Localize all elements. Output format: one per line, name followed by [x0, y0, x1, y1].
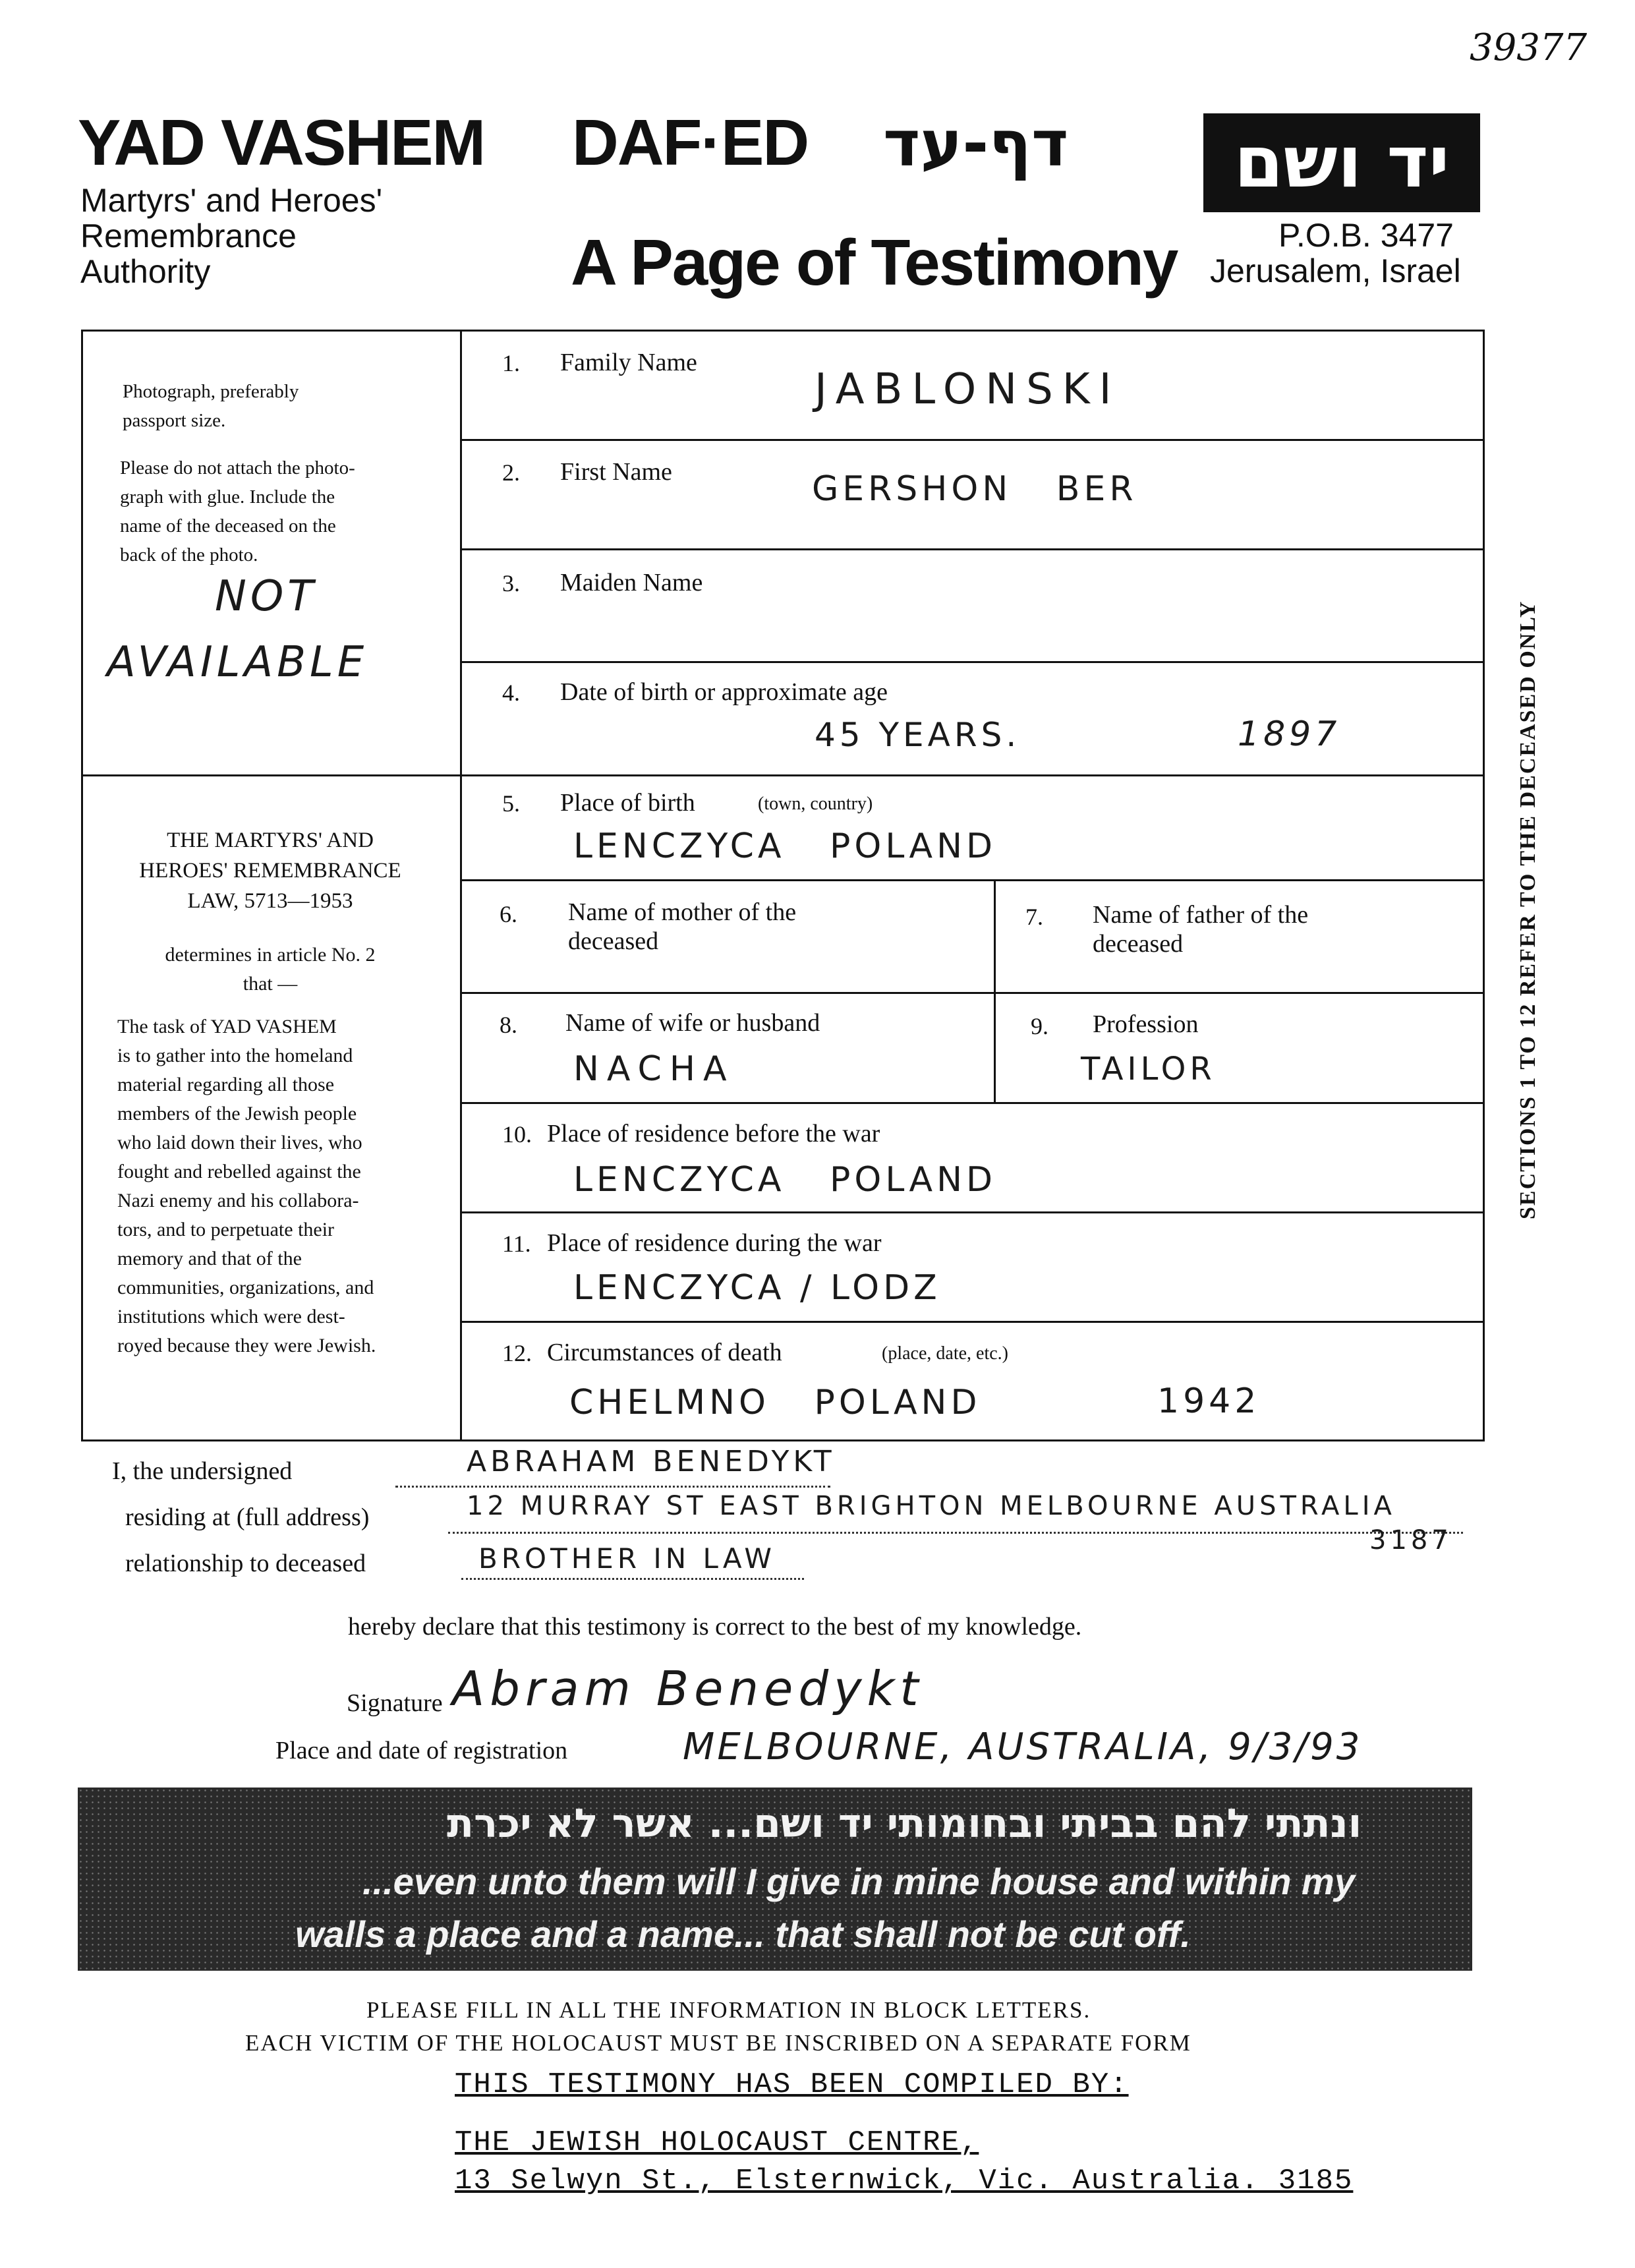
title-daf-ed: DAF·ED [572, 106, 809, 179]
row-line-8 [460, 1211, 1485, 1213]
banner-hebrew: ונתתי להם בביתי ובחומותי יד ושם... אשר לא יכרת [447, 1801, 1362, 1847]
banner-english-line-2: walls a place and a name... that shall not be cut off. [295, 1913, 1191, 1955]
field-2-number: 2. [502, 459, 520, 486]
field-residence-before-label: Place of residence before the war [547, 1120, 880, 1148]
law-heading-line-3: LAW, 5713—1953 [187, 889, 353, 913]
law-task-line-11: institutions which were dest- [117, 1306, 345, 1327]
yad-vashem-logo: יד ושם [1203, 113, 1480, 212]
field-death-year-value[interactable]: 1942 [1157, 1381, 1261, 1421]
field-birth-year-value[interactable]: 1897 [1238, 714, 1341, 754]
row-line-7 [460, 1102, 1485, 1104]
left-column-separator [81, 774, 462, 776]
residing-label: residing at (full address) [125, 1503, 370, 1531]
field-11-number: 11. [502, 1231, 531, 1257]
field-3-number: 3. [502, 570, 520, 596]
photo-handwritten-available: AVAILABLE [107, 638, 368, 687]
field-death-place-value[interactable]: CHELMNO POLAND [569, 1383, 981, 1422]
document-number: 39377 [1470, 26, 1588, 69]
undersigned-value[interactable]: ABRAHAM BENEDYKT [467, 1445, 836, 1478]
title-hebrew: דף-עד [883, 107, 1069, 181]
row-line-2 [460, 548, 1485, 550]
photo-instructions-line-1: Please do not attach the photo- [120, 457, 355, 479]
field-family-name-label: Family Name [560, 349, 697, 376]
field-7-number: 7. [1025, 904, 1043, 930]
residing-postcode[interactable]: 3187 [1369, 1525, 1452, 1556]
signature-value[interactable]: Abram Benedykt [452, 1661, 924, 1716]
photo-caption-line-2: passport size. [123, 410, 226, 431]
law-determines-line-2: that — [243, 973, 298, 995]
field-9-number: 9. [1031, 1013, 1048, 1039]
photo-instructions-line-2: graph with glue. Include the [120, 486, 335, 508]
law-determines-line-1: determines in article No. 2 [165, 944, 376, 966]
law-task-line-10: communities, organizations, and [117, 1277, 374, 1298]
compiled-by: THIS TESTIMONY HAS BEEN COMPILED BY: [455, 2068, 1129, 2101]
law-task-line-6: fought and rebelled against the [117, 1161, 361, 1182]
law-task-line-12: royed because they were Jewish. [117, 1335, 376, 1356]
field-residence-during-label: Place of residence during the war [547, 1229, 882, 1257]
side-note-sections: SECTIONS 1 TO 12 REFER TO THE DECEASED ONLY [1516, 600, 1540, 1219]
field-family-name-value[interactable]: JABLONSKI [815, 365, 1121, 414]
residing-value[interactable]: 12 MURRAY ST EAST BRIGHTON MELBOURNE AUSTRALIA [467, 1491, 1396, 1521]
field-place-of-birth-label: Place of birth [560, 789, 695, 817]
law-task-line-9: memory and that of the [117, 1248, 302, 1269]
relationship-dotted-line [461, 1578, 804, 1580]
org-sub-line-2: Remembrance [80, 218, 297, 254]
field-8-number: 8. [500, 1012, 517, 1038]
law-task-line-2: is to gather into the homeland [117, 1045, 353, 1066]
centre-address: 13 Selwyn St., Elsternwick, Vic. Australia. 3185 [455, 2165, 1354, 2197]
field-5-number: 5. [502, 790, 520, 817]
field-residence-before-value[interactable]: LENCZYCA POLAND [573, 1160, 997, 1200]
field-mother-label-line-2: deceased [568, 927, 659, 955]
law-heading-line-1: THE MARTYRS' AND [167, 829, 374, 852]
row-line-1 [460, 439, 1485, 441]
po-box: P.O.B. 3477 [1278, 217, 1454, 254]
page-title: A Page of Testimony [571, 226, 1178, 299]
law-heading-line-2: HEROES' REMEMBRANCE [139, 859, 401, 883]
field-death-circumstances-hint: (place, date, etc.) [882, 1343, 1008, 1364]
field-father-label-line-1: Name of father of the [1093, 901, 1309, 929]
field-date-of-birth-label: Date of birth or approximate age [560, 678, 888, 706]
field-first-name-value[interactable]: GERSHON BER [812, 469, 1137, 509]
signature-label: Signature [347, 1689, 443, 1717]
row-line-4 [460, 774, 1485, 776]
field-1-number: 1. [502, 350, 520, 376]
field-mother-label-line-1: Name of mother of the [568, 898, 797, 926]
field-first-name-label: First Name [560, 458, 672, 486]
mid-column-divider [994, 879, 996, 1104]
field-death-circumstances-label: Circumstances of death [547, 1339, 782, 1366]
org-name: YAD VASHEM [78, 106, 485, 179]
city: Jerusalem, Israel [1210, 252, 1461, 289]
org-sub-line-3: Authority [80, 253, 211, 290]
field-place-of-birth-hint: (town, country) [758, 794, 873, 814]
field-6-number: 6. [500, 901, 517, 927]
field-place-of-birth-value[interactable]: LENCZYCA POLAND [573, 827, 997, 866]
undersigned-dotted-line [395, 1486, 830, 1488]
relationship-label: relationship to deceased [125, 1550, 366, 1577]
field-maiden-name-label: Maiden Name [560, 569, 703, 596]
row-line-9 [460, 1321, 1485, 1323]
row-line-5 [460, 879, 1485, 881]
place-date-value[interactable]: MELBOURNE, AUSTRALIA, 9/3/93 [683, 1726, 1363, 1768]
left-column-divider [460, 330, 462, 1441]
undersigned-label: I, the undersigned [112, 1457, 293, 1485]
field-profession-label: Profession [1093, 1010, 1199, 1038]
centre-name: THE JEWISH HOLOCAUST CENTRE, [455, 2126, 979, 2159]
law-task-line-1: The task of YAD VASHEM [117, 1016, 337, 1037]
residing-dotted-line [448, 1532, 1463, 1534]
row-line-6 [460, 992, 1485, 994]
law-task-line-8: tors, and to perpetuate their [117, 1219, 335, 1240]
field-10-number: 10. [502, 1121, 532, 1148]
field-spouse-label: Name of wife or husband [565, 1009, 820, 1037]
field-spouse-value[interactable]: NACHA [573, 1049, 735, 1089]
field-profession-value[interactable]: TAILOR [1081, 1051, 1216, 1088]
footer-instruction-2: EACH VICTIM OF THE HOLOCAUST MUST BE INSCRIBED ON A SEPARATE FORM [245, 2030, 1191, 2056]
org-sub-line-1: Martyrs' and Heroes' [80, 182, 383, 219]
law-task-line-4: members of the Jewish people [117, 1103, 357, 1124]
declaration-statement: hereby declare that this testimony is correct to the best of my knowledge. [348, 1613, 1082, 1641]
place-date-label: Place and date of registration [275, 1737, 568, 1764]
field-residence-during-value[interactable]: LENCZYCA / LODZ [573, 1268, 941, 1308]
photo-instructions-line-3: name of the deceased on the [120, 515, 336, 537]
photo-instructions-line-4: back of the photo. [120, 544, 258, 566]
photo-handwritten-not: NOT [215, 572, 318, 621]
scripture-banner [78, 1788, 1472, 1971]
banner-english-line-1: ...even unto them will I give in mine house and within my [362, 1861, 1355, 1902]
field-father-label-line-2: deceased [1093, 930, 1184, 958]
field-date-of-birth-value[interactable]: 45 YEARS. [815, 716, 1021, 754]
photo-caption-line-1: Photograph, preferably [123, 381, 299, 402]
relationship-value[interactable]: BROTHER IN LAW [478, 1542, 776, 1575]
field-12-number: 12. [502, 1340, 532, 1366]
law-task-line-5: who laid down their lives, who [117, 1132, 362, 1153]
law-task-line-7: Nazi enemy and his collabora- [117, 1190, 359, 1211]
law-task-line-3: material regarding all those [117, 1074, 335, 1095]
row-line-3 [460, 661, 1485, 663]
field-4-number: 4. [502, 680, 520, 706]
footer-instruction-1: PLEASE FILL IN ALL THE INFORMATION IN BLOCK LETTERS. [366, 1997, 1091, 2023]
